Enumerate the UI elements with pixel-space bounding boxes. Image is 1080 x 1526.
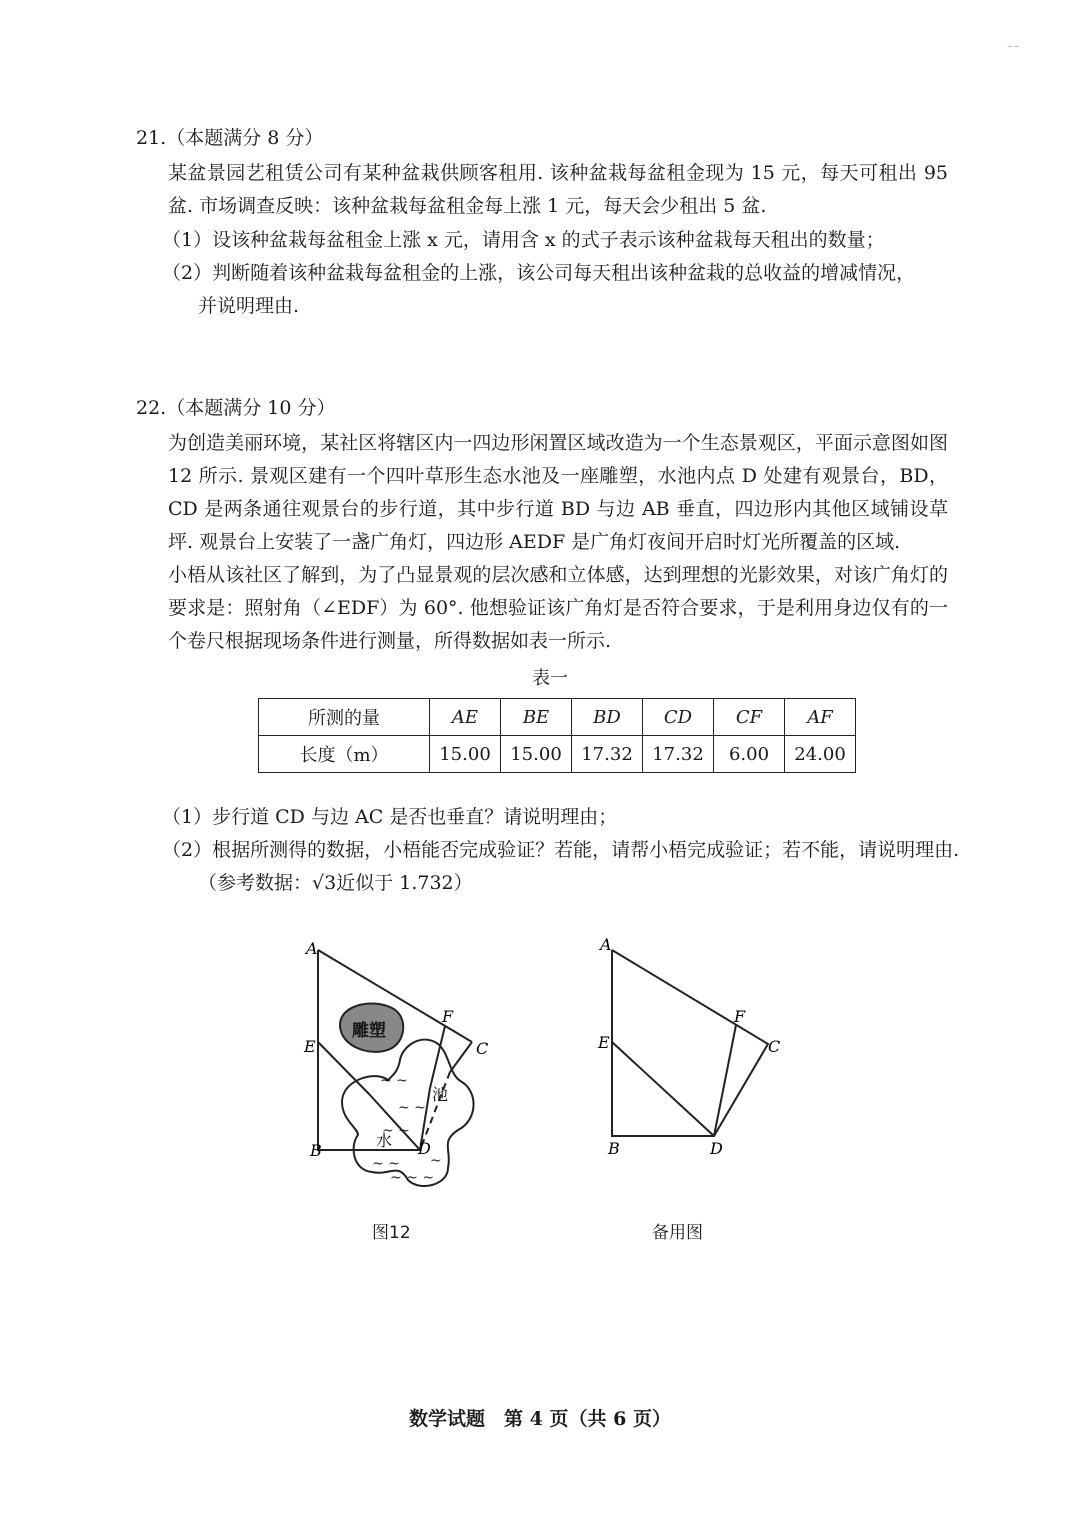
q21-sub2a: （2）判断随着该种盆栽每盆租金的上涨，该公司每天租出该种盆栽的总收益的增减情况， bbox=[162, 262, 916, 284]
figure-spare bbox=[580, 930, 800, 1170]
spare-label-D: D bbox=[710, 1139, 723, 1158]
table-value-cell: 6.00 bbox=[714, 736, 785, 773]
page-footer: 数学试题 第 4 页（共 6 页） bbox=[409, 1408, 671, 1430]
point-label-F: F bbox=[442, 1007, 454, 1026]
point-label-A: A bbox=[306, 939, 318, 958]
line-CD-solid bbox=[450, 1042, 472, 1072]
q21-text: 某盆景园艺租赁公司有某种盆栽供顾客租用. 该种盆栽每盆租金现为 15 元，每天可租出 95 盆. 市场调查反映：该种盆栽每盆租金每上涨 1 元，每天会少租出 5 盆. bbox=[168, 162, 948, 217]
q21-subquestions bbox=[162, 224, 962, 323]
table-header-cell: AE bbox=[430, 699, 501, 736]
table-header-cell: CD bbox=[643, 699, 714, 736]
wave-marks: ~ ~ ~ bbox=[390, 1170, 435, 1186]
table-value-cell: 17.32 bbox=[572, 736, 643, 773]
table-value-cell: 15.00 bbox=[501, 736, 572, 773]
measurement-table bbox=[258, 698, 856, 773]
pool-label-2: 水 bbox=[376, 1131, 393, 1150]
q21-sub2b: 并说明理由. bbox=[198, 295, 300, 317]
table-header-cell: CF bbox=[714, 699, 785, 736]
wave-marks: ~ ~ bbox=[372, 1156, 400, 1172]
table-row1-label: 所测的量 bbox=[259, 699, 430, 736]
spare-outline-ABDC bbox=[612, 950, 768, 1136]
spare-label-B: B bbox=[608, 1139, 620, 1158]
point-label-E: E bbox=[304, 1037, 316, 1056]
table-header-cell: AF bbox=[785, 699, 856, 736]
table-row2-label: 长度（m） bbox=[259, 736, 430, 773]
wave-marks: ~ ~ bbox=[382, 1123, 410, 1139]
spare-line-ED bbox=[612, 1042, 714, 1136]
q22-paragraph-2: 小梧从该社区了解到，为了凸显景观的层次感和立体感，达到理想的光影效果，对该广角灯的要求是：照射角（∠EDF）为 60°. 他想验证该广角灯是否符合要求，于是利用身边仅有的一个卷尺根据现场条件进行测量，所得数据如表一所示. bbox=[168, 564, 948, 652]
q22-sub1: （1）步行道 CD 与边 AC 是否也垂直？请说明理由； bbox=[162, 806, 618, 828]
figure-12 bbox=[280, 930, 520, 1210]
spare-label-F: F bbox=[734, 1007, 746, 1026]
table-value-cell: 24.00 bbox=[785, 736, 856, 773]
table-header-cell: BD bbox=[572, 699, 643, 736]
spare-label-E: E bbox=[598, 1033, 610, 1052]
table-header-cell: BE bbox=[501, 699, 572, 736]
corner-mark: ~~ bbox=[1006, 42, 1020, 51]
spare-label-A: A bbox=[600, 935, 612, 954]
point-label-B: B bbox=[310, 1141, 322, 1160]
spare-label-C: C bbox=[768, 1037, 781, 1056]
figure-12-caption: 图12 bbox=[372, 1223, 411, 1243]
point-label-C: C bbox=[476, 1039, 489, 1058]
q22-heading: 22.（本题满分 10 分） bbox=[136, 397, 336, 419]
sculpture-label: 雕塑 bbox=[352, 1021, 386, 1041]
q21-sub1: （1）设该种盆栽每盆租金上涨 x 元，请用含 x 的式子表示该种盆栽每天租出的数量； bbox=[162, 229, 885, 251]
q22-sub2: （2）根据所测得的数据，小梧能否完成验证？若能，请帮小梧完成验证；若不能，请说明理由. bbox=[162, 839, 960, 861]
q22-paragraph-1: 为创造美丽环境，某社区将辖区内一四边形闲置区域改造为一个生态景观区，平面示意图如图 12 所示. 景观区建有一个四叶草形生态水池及一座雕塑，水池内点 D 处建有观景台，BD，CD 是两条通往观景台的步行道，其中步行道 BD 与边 AB 垂直，四边形内其他区域铺设草坪. 观景台上安装了一盏广角灯，四边形 AEDF 是广角灯夜间开启时灯光所覆盖的区域. bbox=[168, 432, 948, 553]
table-value-cell: 17.32 bbox=[643, 736, 714, 773]
table-header-row bbox=[259, 699, 856, 736]
pool-label-1: 池 bbox=[432, 1085, 449, 1104]
q21-heading: 21.（本题满分 8 分） bbox=[136, 127, 324, 149]
point-label-D: D bbox=[418, 1139, 431, 1158]
table-value-cell: 15.00 bbox=[430, 736, 501, 773]
wave-marks: ~ ~ bbox=[398, 1100, 426, 1116]
wave-marks: ~ bbox=[430, 1153, 442, 1169]
q22-body bbox=[168, 427, 948, 658]
wave-marks: ~ ~ bbox=[380, 1073, 408, 1089]
q22-reference: （参考数据：√3近似于 1.732） bbox=[198, 872, 473, 894]
spare-line-FD bbox=[714, 1025, 736, 1136]
q22-subquestions bbox=[162, 801, 962, 900]
table-value-row bbox=[259, 736, 856, 773]
figure-spare-caption: 备用图 bbox=[652, 1223, 703, 1243]
q21-body bbox=[168, 157, 948, 223]
table-title: 表一 bbox=[532, 668, 568, 689]
